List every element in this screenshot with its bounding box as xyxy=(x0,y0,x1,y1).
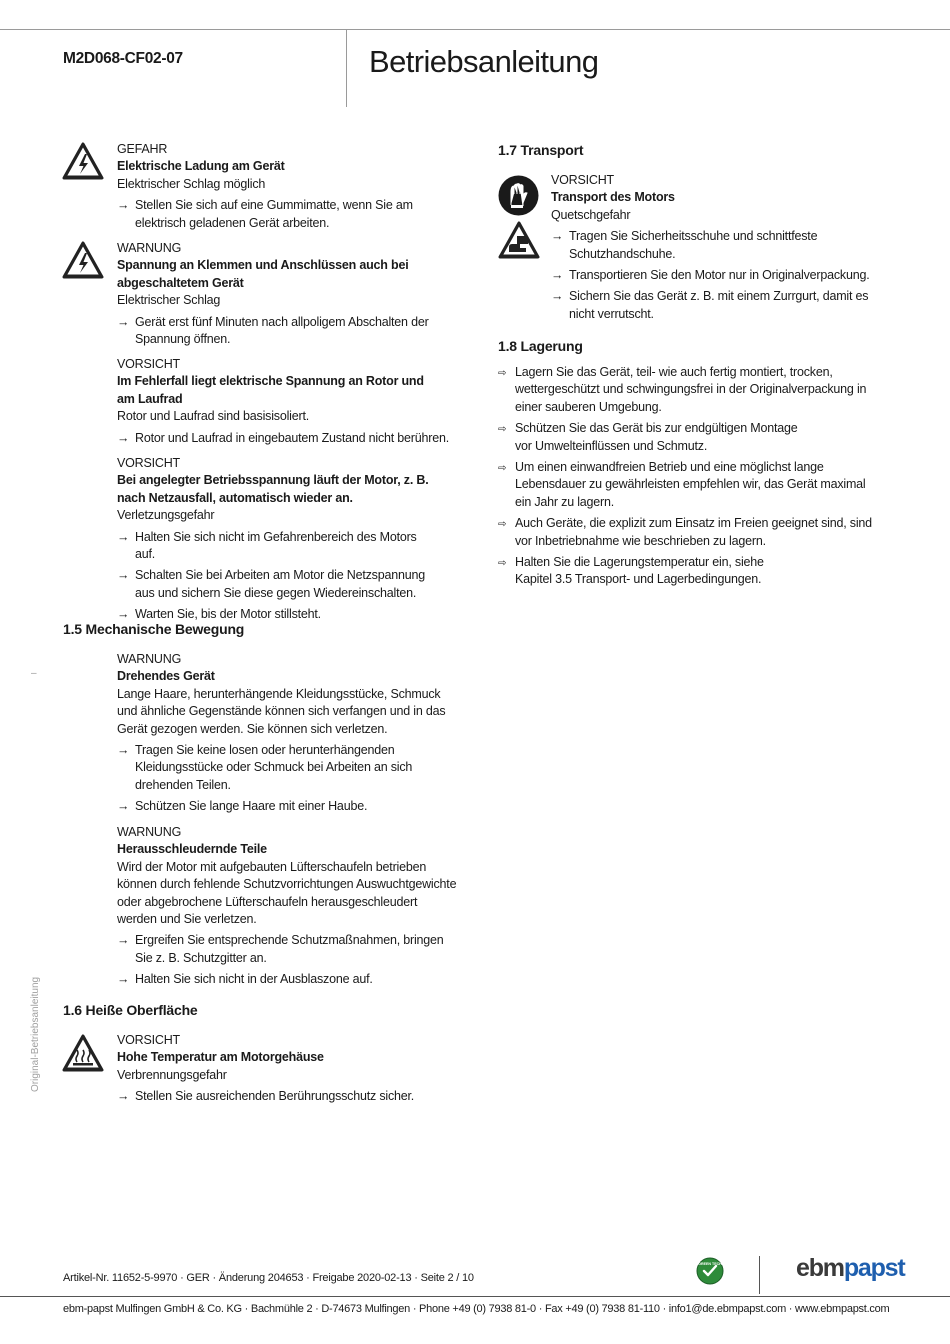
hazard-level: GEFAHR xyxy=(117,142,168,156)
list-item: ⇨ Um einen einwandfreien Betrieb und eine möglichst lange Lebensdauer zu gewährleisten empfehlen wir, das Gerät maximal ein Jahr zu lagern. xyxy=(498,460,866,509)
safety-notice-terminal-voltage xyxy=(117,240,457,348)
side-label: Original-Betriebsanleitung xyxy=(30,976,41,1092)
section-heading-1-7: 1.7 Transport xyxy=(498,142,584,158)
footer-logo-divider xyxy=(759,1256,760,1294)
document-id: M2D068-CF02-07 xyxy=(63,50,183,67)
hazard-level: WARNUNG xyxy=(117,825,182,839)
hazard-title: Herausschleudernde Teile xyxy=(117,842,267,857)
storage-instructions-list xyxy=(498,364,883,593)
arrow-right-icon: → xyxy=(117,743,130,758)
arrow-right-icon: → xyxy=(551,289,564,304)
brand-logo: ebmpapst xyxy=(796,1254,905,1282)
hazard-level: VORSICHT xyxy=(117,357,180,371)
arrow-right-icon: → xyxy=(117,1089,130,1104)
page-title: Betriebsanleitung xyxy=(369,44,599,79)
footer-company-info: ebm-papst Mulfingen GmbH & Co. KG · Bachmühle 2 · D-74673 Mulfingen · Phone +49 (0) 7938 81-0 · Fax +49 (0) 7938 81-110 · info1@de.ebmpapst.com · www.ebmpapst.com xyxy=(63,1303,890,1315)
section-heading-1-5: 1.5 Mechanische Bewegung xyxy=(63,621,245,637)
list-item: ⇨ Schützen Sie das Gerät bis zur endgültigen Montage vor Umwelteinflüssen und Schmutz. xyxy=(498,421,798,453)
list-item: ⇨ Auch Geräte, die explizit zum Einsatz im Freien geeignet sind, sind vor Inbetriebnahme wie beschrieben zu lagern. xyxy=(498,516,872,548)
action-step: → Ergreifen Sie entsprechende Schutzmaßnahmen, bringen Sie z. B. Schutzgitter an. xyxy=(117,933,444,965)
arrow-right-icon: → xyxy=(117,568,130,583)
action-step: → Sichern Sie das Gerät z. B. mit einem Zurrgurt, damit es nicht verrutscht. xyxy=(551,289,869,321)
hazard-title: Transport des Motors xyxy=(551,190,675,205)
hazard-description: Quetschgefahr xyxy=(551,207,631,222)
hazard-title: Elektrische Ladung am Gerät xyxy=(117,159,285,174)
list-item: ⇨ Lagern Sie das Gerät, teil- wie auch fertig montiert, trocken, wettergeschützt und schwingungsfrei in der Originalverpackung in einer sauberen Umgebung. xyxy=(498,365,867,414)
hazard-title: Hohe Temperatur am Motorgehäuse xyxy=(117,1050,324,1065)
hazard-title: Im Fehlerfall liegt elektrische Spannung an Rotor und am Laufrad xyxy=(117,374,424,406)
section-heading-1-8: 1.8 Lagerung xyxy=(498,338,583,354)
action-step: → Tragen Sie keine losen oder herunterhängenden Kleidungsstücke oder Schmuck bei Arbeiten an sich drehenden Teilen. xyxy=(117,743,413,792)
hazard-description: Wird der Motor mit aufgebauten Lüfterschaufeln betrieben können durch fehlende Schutzvorrichtungen Auswuchtgewichte oder abgebrochene Lüfterschaufeln herausgeschleudert werden und Sie verletzen. xyxy=(117,859,457,927)
arrow-right-icon: → xyxy=(551,268,564,283)
hazard-description: Lange Haare, herunterhängende Kleidungsstücke, Schmuck und ähnliche Gegenstände können sich verfangen und in das Gerät gezogen werden. Sie können sich verletzen. xyxy=(117,686,446,736)
bullet-arrow-icon: ⇨ xyxy=(498,463,507,475)
arrow-right-icon: → xyxy=(117,607,130,622)
arrow-right-icon: → xyxy=(117,972,130,987)
arrow-right-icon: → xyxy=(117,198,130,213)
safety-notice-auto-restart xyxy=(117,455,437,624)
action-step: → Halten Sie sich nicht im Gefahrenbereich des Motors auf. xyxy=(117,529,417,562)
header-divider xyxy=(346,29,347,107)
bullet-arrow-icon: ⇨ xyxy=(498,519,507,531)
footer-article-info: Artikel-Nr. 11652-5-9970 · GER · Änderung 204653 · Freigabe 2020-02-13 · Seite 2 / 10 xyxy=(63,1272,474,1284)
section-heading-1-6: 1.6 Heiße Oberfläche xyxy=(63,1002,198,1018)
footer-rule xyxy=(0,1296,950,1297)
bullet-arrow-icon: ⇨ xyxy=(498,368,507,379)
hazard-description: Elektrischer Schlag xyxy=(117,293,221,308)
hazard-title: Bei angelegter Betriebsspannung läuft der Motor, z. B. nach Netzausfall, automatisch wieder an. xyxy=(117,473,429,505)
gloves-mandatory-icon xyxy=(498,175,539,216)
margin-mark: – xyxy=(31,668,37,679)
hazard-level: VORSICHT xyxy=(117,1033,180,1047)
list-item: ⇨ Halten Sie die Lagerungstemperatur ein, siehe Kapitel 3.5 Transport- und Lagerbedingungen. xyxy=(498,555,764,587)
hazard-level: VORSICHT xyxy=(551,173,614,187)
header-top-rule xyxy=(0,29,950,30)
hazard-level: VORSICHT xyxy=(117,456,180,470)
hazard-description: Rotor und Laufrad sind basisisoliert. xyxy=(117,409,310,424)
action-step: → Tragen Sie Sicherheitsschuhe und schnittfeste Schutzhandschuhe. xyxy=(551,229,818,261)
hazard-level: WARNUNG xyxy=(117,241,182,255)
action-step: → Schalten Sie bei Arbeiten am Motor die Netzspannung aus und sichern Sie diese gegen Wiedereinschalten. xyxy=(117,568,425,600)
safety-notice-electric-charge xyxy=(117,141,457,232)
hazard-level: WARNUNG xyxy=(117,652,182,666)
green-tech-badge-icon xyxy=(696,1257,724,1285)
bullet-arrow-icon: ⇨ xyxy=(498,424,507,436)
safety-notice-rotating-device xyxy=(117,651,457,816)
safety-notice-transport xyxy=(551,172,886,323)
arrow-right-icon: → xyxy=(551,229,564,244)
bullet-arrow-icon: ⇨ xyxy=(498,558,507,570)
action-step: → Warten Sie, bis der Motor stillsteht. xyxy=(117,606,437,623)
hazard-title: Drehendes Gerät xyxy=(117,669,215,684)
hazard-description: Verletzungsgefahr xyxy=(117,508,215,523)
arrow-right-icon: → xyxy=(117,314,130,329)
action-step: → Gerät erst fünf Minuten nach allpoligem Abschalten der Spannung öffnen. xyxy=(117,314,429,347)
safety-notice-rotor-voltage xyxy=(117,356,457,447)
hazard-description: Elektrischer Schlag möglich xyxy=(117,176,266,191)
hot-surface-warning-icon xyxy=(62,1034,104,1072)
arrow-right-icon: → xyxy=(117,799,130,814)
safety-notice-hot-surface xyxy=(117,1032,457,1106)
arrow-right-icon: → xyxy=(117,430,130,445)
hazard-title: Spannung an Klemmen und Anschlüssen auch bei abgeschaltetem Gerät xyxy=(117,258,409,290)
arrow-right-icon: → xyxy=(117,529,130,544)
action-step: → Stellen Sie sich auf eine Gummimatte, wenn Sie am elektrisch geladenen Gerät arbeiten. xyxy=(117,198,413,230)
badge-text: GREEN TECH xyxy=(698,1262,722,1266)
safety-notice-ejected-parts xyxy=(117,824,462,989)
action-step: → Transportieren Sie den Motor nur in Originalverpackung. xyxy=(551,267,886,284)
action-step: → Halten Sie sich nicht in der Ausblaszone auf. xyxy=(117,971,462,988)
action-step: → Rotor und Laufrad in eingebautem Zustand nicht berühren. xyxy=(117,430,457,447)
arrow-right-icon: → xyxy=(117,933,130,948)
hazard-description: Verbrennungsgefahr xyxy=(117,1067,227,1082)
action-step: → Schützen Sie lange Haare mit einer Haube. xyxy=(117,798,457,815)
crush-hazard-warning-icon xyxy=(498,221,540,259)
electric-shock-warning-icon xyxy=(62,142,104,180)
action-step: → Stellen Sie ausreichenden Berührungsschutz sicher. xyxy=(117,1088,457,1105)
electric-shock-warning-icon xyxy=(62,241,104,279)
